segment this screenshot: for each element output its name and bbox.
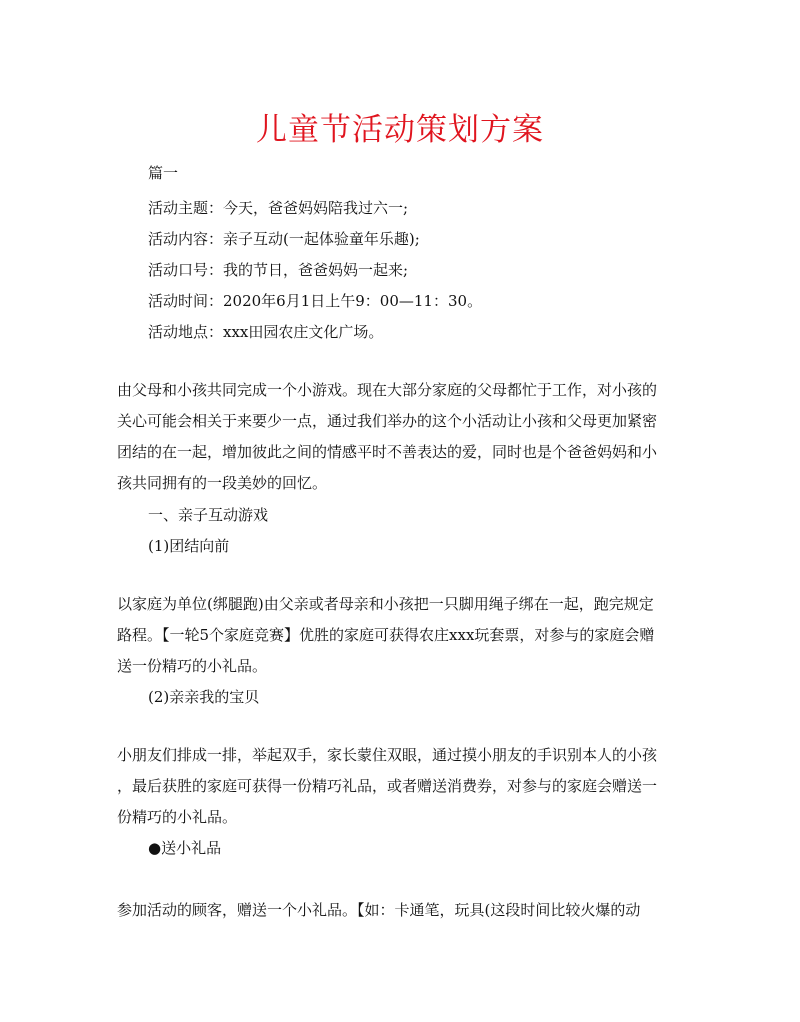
paragraph-line: ，最后获胜的家庭可获得一份精巧礼品，或者赠送消费券，对参与的家庭会赠送一	[117, 777, 658, 795]
paragraph-line: 路程。【一轮5个家庭竞赛】优胜的家庭可获得农庄xxx玩套票，对参与的家庭会赠	[117, 626, 655, 644]
paragraph-line: 送一份精巧的小礼品。	[117, 657, 268, 675]
intro-paragraph-line: 团结的在一起，增加彼此之间的情感平时不善表达的爱，同时也是个爸爸妈妈和小	[117, 443, 658, 461]
info-line-slogan: 活动口号：我的节日，爸爸妈妈一起来;	[148, 261, 409, 279]
info-line-time: 活动时间：2020年6月1日上午9：00—11：30。	[148, 292, 483, 310]
subheading-kiss-baby: (2)亲亲我的宝贝	[148, 688, 260, 706]
paragraph-line: 份精巧的小礼品。	[117, 808, 238, 826]
intro-paragraph-line: 孩共同拥有的一段美妙的回忆。	[117, 474, 328, 492]
info-line-theme: 活动主题：今天，爸爸妈妈陪我过六一;	[148, 199, 409, 217]
intro-paragraph-line: 由父母和小孩共同完成一个小游戏。现在大部分家庭的父母都忙于工作，对小孩的	[117, 381, 658, 399]
document-title: 儿童节活动策划方案	[256, 112, 544, 148]
info-line-content: 活动内容：亲子互动(一起体验童年乐趣);	[148, 230, 420, 248]
section-heading: 一、亲子互动游戏	[148, 506, 269, 524]
bullet-item-gift: ●送小礼品	[148, 839, 222, 857]
info-line-location: 活动地点：xxx田园农庄文化广场。	[148, 323, 384, 341]
paragraph-line: 小朋友们排成一排，举起双手，家长蒙住双眼，通过摸小朋友的手识别本人的小孩	[117, 746, 658, 764]
paragraph-line: 以家庭为单位(绑腿跑)由父亲或者母亲和小孩把一只脚用绳子绑在一起，跑完规定	[117, 595, 654, 613]
paragraph-line: 参加活动的顾客，赠送一个小礼品。【如：卡通笔，玩具(这段时间比较火爆的动	[117, 901, 641, 919]
subheading-team-forward: (1)团结向前	[148, 537, 230, 555]
section-label: 篇一	[148, 164, 179, 182]
intro-paragraph-line: 关心可能会相关于来要少一点，通过我们举办的这个小活动让小孩和父母更加紧密	[117, 412, 658, 430]
